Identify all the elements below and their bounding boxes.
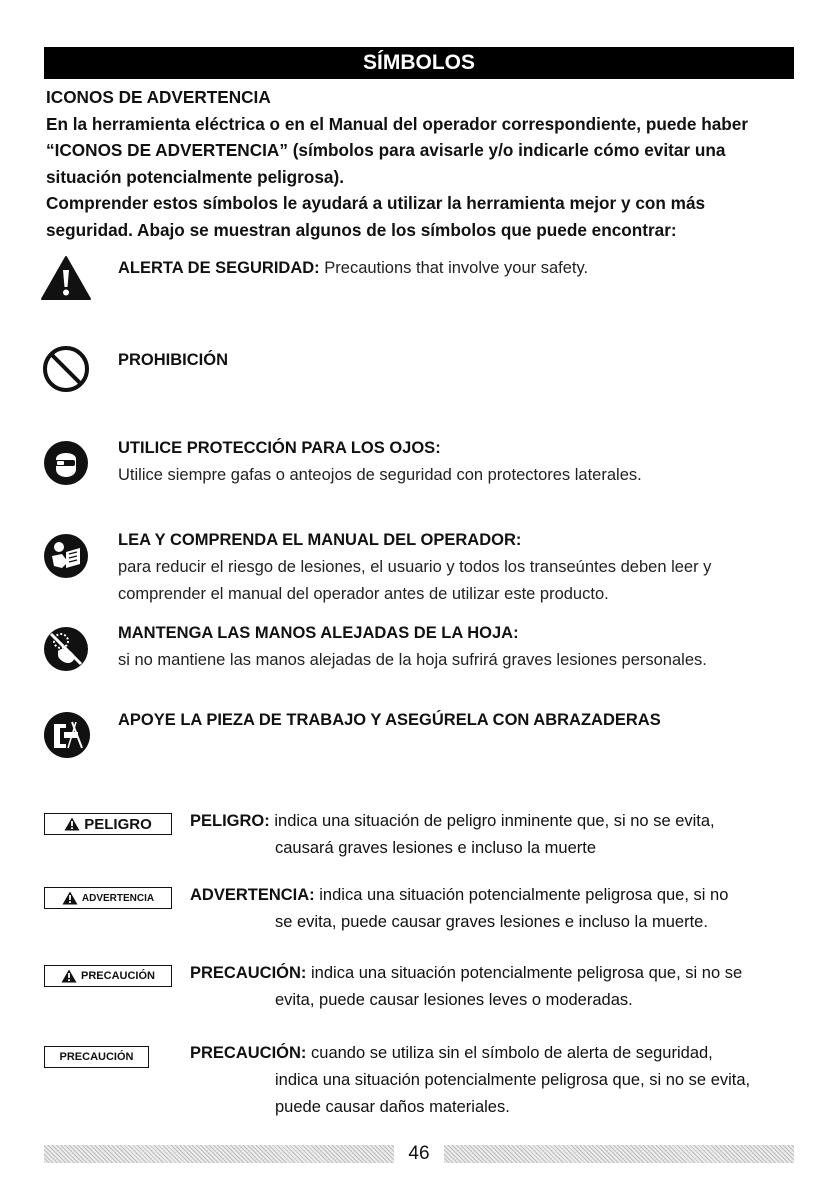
symbol-title: ALERTA DE SEGURIDAD: — [118, 259, 320, 277]
signal-label-box — [44, 813, 172, 835]
signal-label: PRECAUCIÓN — [59, 1051, 134, 1063]
alert-triangle-icon — [64, 817, 80, 831]
signal-text-line1: indica una situación potencialmente peligrosa que, si no se — [311, 964, 743, 982]
alert-triangle-icon — [61, 969, 77, 983]
keep-hands-away-icon — [42, 625, 90, 673]
signal-text-line2: causará graves lesiones e incluso la muerte — [275, 839, 597, 857]
symbol-title: MANTENGA LAS MANOS ALEJADAS DE LA HOJA: — [118, 624, 519, 642]
signal-term: PRECAUCIÓN: — [190, 1044, 307, 1062]
footer-hatch-right — [444, 1145, 794, 1163]
intro-heading: ICONOS DE ADVERTENCIA — [46, 87, 271, 107]
signal-label: ADVERTENCIA — [81, 892, 155, 904]
signal-label: PRECAUCIÓN — [81, 970, 155, 982]
prohibition-icon — [42, 345, 90, 393]
symbol-title: LEA Y COMPRENDA EL MANUAL DEL OPERADOR: — [118, 531, 522, 549]
symbol-description: Precautions that involve your safety. — [324, 259, 589, 277]
signal-text-line1: indica una situación potencialmente peligrosa que, si no — [319, 886, 729, 904]
signal-text-line2: evita, puede causar lesiones leves o moderadas. — [275, 991, 633, 1009]
signal-label-box — [44, 887, 172, 909]
signal-label-box — [44, 1046, 149, 1068]
safety-alert-triangle-icon — [40, 255, 92, 301]
signal-term: ADVERTENCIA: — [190, 886, 315, 904]
signal-text-line2: indica una situación potencialmente peligrosa que, si no se evita, — [275, 1071, 751, 1089]
alert-triangle-icon — [62, 891, 78, 905]
intro-paragraph-1: En la herramienta eléctrica o en el Manual del operador correspondiente, puede haber “ICONOS DE ADVERTENCIA” (símbolos para avisarle y/o indicarle cómo evitar una situación potencialmente peligrosa). — [46, 113, 749, 187]
section-title-banner: SÍMBOLOS — [44, 47, 794, 79]
read-manual-icon — [42, 532, 90, 580]
intro-paragraph-2: Comprender estos símbolos le ayudará a utilizar la herramienta mejor y con más seguridad. Abajo se muestran algunos de los símbolos que puede encontrar: — [46, 193, 706, 240]
signal-label-box — [44, 965, 172, 987]
signal-text-line3: puede causar daños materiales. — [275, 1098, 510, 1116]
symbol-title: APOYE LA PIEZA DE TRABAJO Y ASEGÚRELA CON ABRAZADERAS — [118, 711, 661, 729]
signal-text-line1: indica una situación de peligro inminente que, si no se evita, — [274, 812, 715, 830]
page-number: 46 — [408, 1143, 430, 1164]
signal-term: PRECAUCIÓN: — [190, 964, 307, 982]
signal-label: PELIGRO — [84, 815, 152, 833]
symbol-title: PROHIBICIÓN — [118, 351, 229, 369]
symbol-title: UTILICE PROTECCIÓN PARA LOS OJOS: — [118, 439, 441, 457]
intro-block — [46, 84, 796, 243]
clamp-workpiece-icon — [42, 710, 92, 760]
symbol-description: para reducir el riesgo de lesiones, el usuario y todos los transeúntes deben leer y comprender el manual del operador antes de utilizar este producto. — [118, 558, 712, 603]
signal-text-line1: cuando se utiliza sin el símbolo de alerta de seguridad, — [311, 1044, 713, 1062]
eye-protection-icon — [42, 439, 90, 487]
page-footer — [44, 1143, 794, 1165]
signal-text-line2: se evita, puede causar graves lesiones e incluso la muerte. — [275, 913, 708, 931]
symbol-description: si no mantiene las manos alejadas de la hoja sufrirá graves lesiones personales. — [118, 651, 707, 669]
symbol-description: Utilice siempre gafas o anteojos de seguridad con protectores laterales. — [118, 466, 642, 484]
signal-term: PELIGRO: — [190, 812, 270, 830]
footer-hatch-left — [44, 1145, 394, 1163]
